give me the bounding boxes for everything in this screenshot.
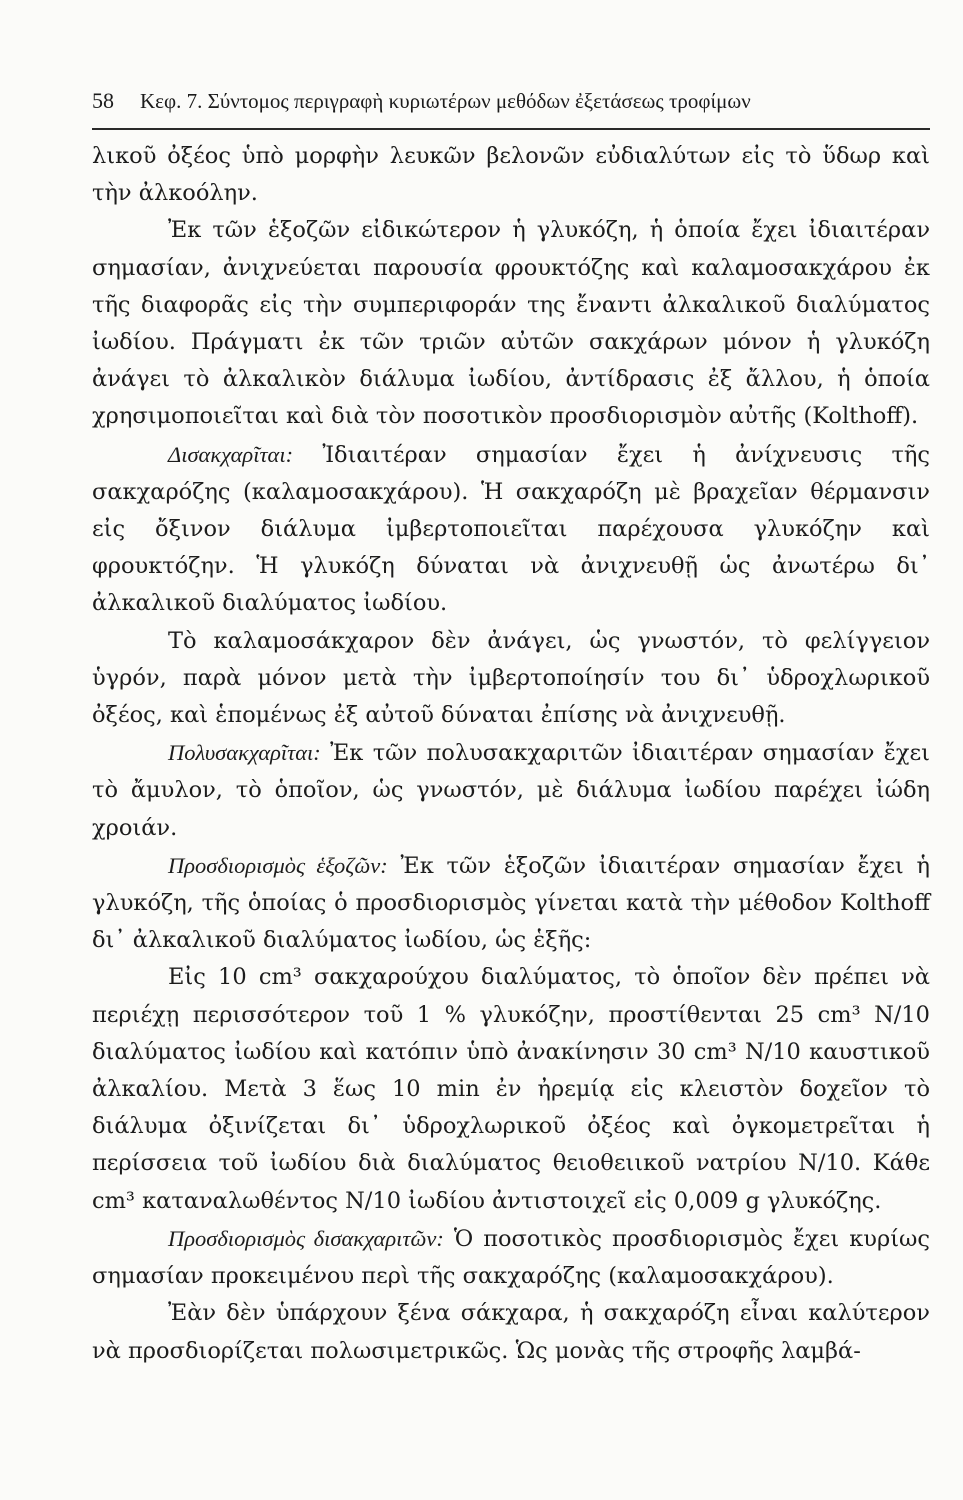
- section-heading: Προσδιορισμὸς ἑξοζῶν:: [168, 852, 388, 878]
- running-title: Κεφ. 7. Σύντομος περιγραφὴ κυριωτέρων μεθόδων ἐξετάσεως τροφίμων: [140, 89, 751, 113]
- header-rule: [92, 128, 930, 130]
- running-header: [92, 88, 930, 114]
- paragraph: λικοῦ ὀξέος ὑπὸ μορφὴν λευκῶν βελονῶν εὐδιαλύτων εἰς τὸ ὕδωρ καὶ τὴν ἀλκοόλην.: [92, 143, 930, 207]
- paragraph: Προσδιορισμὸς ἑξοζῶν: Ἐκ τῶν ἑξοζῶν ἰδιαιτέραν σημασίαν ἔχει ἡ γλυκόζη, τῆς ὁποίας ὁ προσδιορισμὸς γίνεται κατὰ τὴν μέθοδον Kolthoff δι᾽ ἀλκαλικοῦ διαλύματος ἰωδίου, ὡς ἑξῆς:: [92, 852, 930, 954]
- paragraph: Προσδιορισμὸς δισακχαριτῶν: Ὁ ποσοτικὸς προσδιορισμὸς ἔχει κυρίως σημασίαν προκειμένου περὶ τῆς σακχαρόζης (καλαμοσακχάρου).: [92, 1225, 930, 1290]
- body-text: [92, 138, 930, 1370]
- paragraph: Ἐκ τῶν ἑξοζῶν εἰδικώτερον ἡ γλυκόζη, ἡ ὁποία ἔχει ἰδιαιτέραν σημασίαν, ἀνιχνεύεται παρουσία φρουκτόζης καὶ καλαμοσακχάρου ἐκ τῆς διαφορᾶς εἰς τὴν συμπεριφοράν της ἔναντι ἀλκαλικοῦ διαλύματος ἰωδίου. Πράγματι ἐκ τῶν τριῶν αὐτῶν σακχάρων μόνον ἡ γλυκόζη ἀνάγει τὸ ἀλκαλικὸν διάλυμα ἰωδίου, ἀντίδρασις ἐξ ἄλλου, ἡ ὁποία χρησιμοποιεῖται καὶ διὰ τὸν ποσοτικὸν προσδιορισμὸν αὐτῆς (Kolthoff).: [92, 217, 930, 430]
- paragraph: Πολυσακχαρῖται: Ἐκ τῶν πολυσακχαριτῶν ἰδιαιτέραν σημασίαν ἔχει τὸ ἄμυλον, τὸ ὁποῖον, ὡς γνωστόν, μὲ διάλυμα ἰωδίου παρέχει ἰώδη χροιάν.: [92, 740, 930, 841]
- section-heading: Προσδιορισμὸς δισακχαριτῶν:: [168, 1225, 444, 1251]
- section-heading: Πολυσακχαρῖται:: [168, 740, 321, 766]
- paragraph: Εἰς 10 cm³ σακχαρούχου διαλύματος, τὸ ὁποῖον δὲν πρέπει νὰ περιέχῃ περισσότερον τοῦ 1 % γλυκόζην, προστίθενται 25 cm³ N/10 διαλύματος ἰωδίου καὶ κατόπιν ὑπὸ ἀνακίνησιν 30 cm³ N/10 καυστικοῦ ἀλκαλίου. Μετὰ 3 ἕως 10 min ἐν ἠρεμίᾳ εἰς κλειστὸν δοχεῖον τὸ διάλυμα ὀξινίζεται δι᾽ ὑδροχλωρικοῦ ὀξέος καὶ ὀγκομετρεῖται ἡ περίσσεια τοῦ ἰωδίου διὰ διαλύματος θειοθειικοῦ νατρίου N/10. Κάθε cm³ καταναλωθέντος N/10 ἰωδίου ἀντιστοιχεῖ εἰς 0,009 g γλυκόζης.: [92, 964, 930, 1214]
- paragraph: Τὸ καλαμοσάκχαρον δὲν ἀνάγει, ὡς γνωστόν, τὸ φελίγγειον ὑγρόν, παρὰ μόνον μετὰ τὴν ἰμβερτοποίησίν του δι᾽ ὑδροχλωρικοῦ ὀξέος, καὶ ἑπομένως ἐξ αὐτοῦ δύναται ἐπίσης νὰ ἀνιχνευθῇ.: [92, 627, 930, 729]
- page-number: 58: [92, 88, 114, 113]
- paragraph: Δισακχαρῖται: Ἰδιαιτέραν σημασίαν ἔχει ἡ ἀνίχνευσις τῆς σακχαρόζης (καλαμοσακχάρου). Ἡ σακχαρόζη μὲ βραχεῖαν θέρμανσιν εἰς ὄξινον διάλυμα ἰμβερτοποιεῖται παρέχουσα γλυκόζην καὶ φρουκτόζην. Ἡ γλυκόζη δύναται νὰ ἀνιχνευθῇ ὡς ἀνωτέρω δι᾽ ἀλκαλικοῦ διαλύματος ἰωδίου.: [92, 441, 930, 617]
- paragraph: Ἐὰν δὲν ὑπάρχουν ξένα σάκχαρα, ἡ σακχαρόζη εἶναι καλύτερον νὰ προσδιορίζεται πολωσιμετρικῶς. Ὡς μονὰς τῆς στροφῆς λαμβά-: [92, 1300, 930, 1364]
- section-heading: Δισακχαρῖται:: [168, 441, 294, 467]
